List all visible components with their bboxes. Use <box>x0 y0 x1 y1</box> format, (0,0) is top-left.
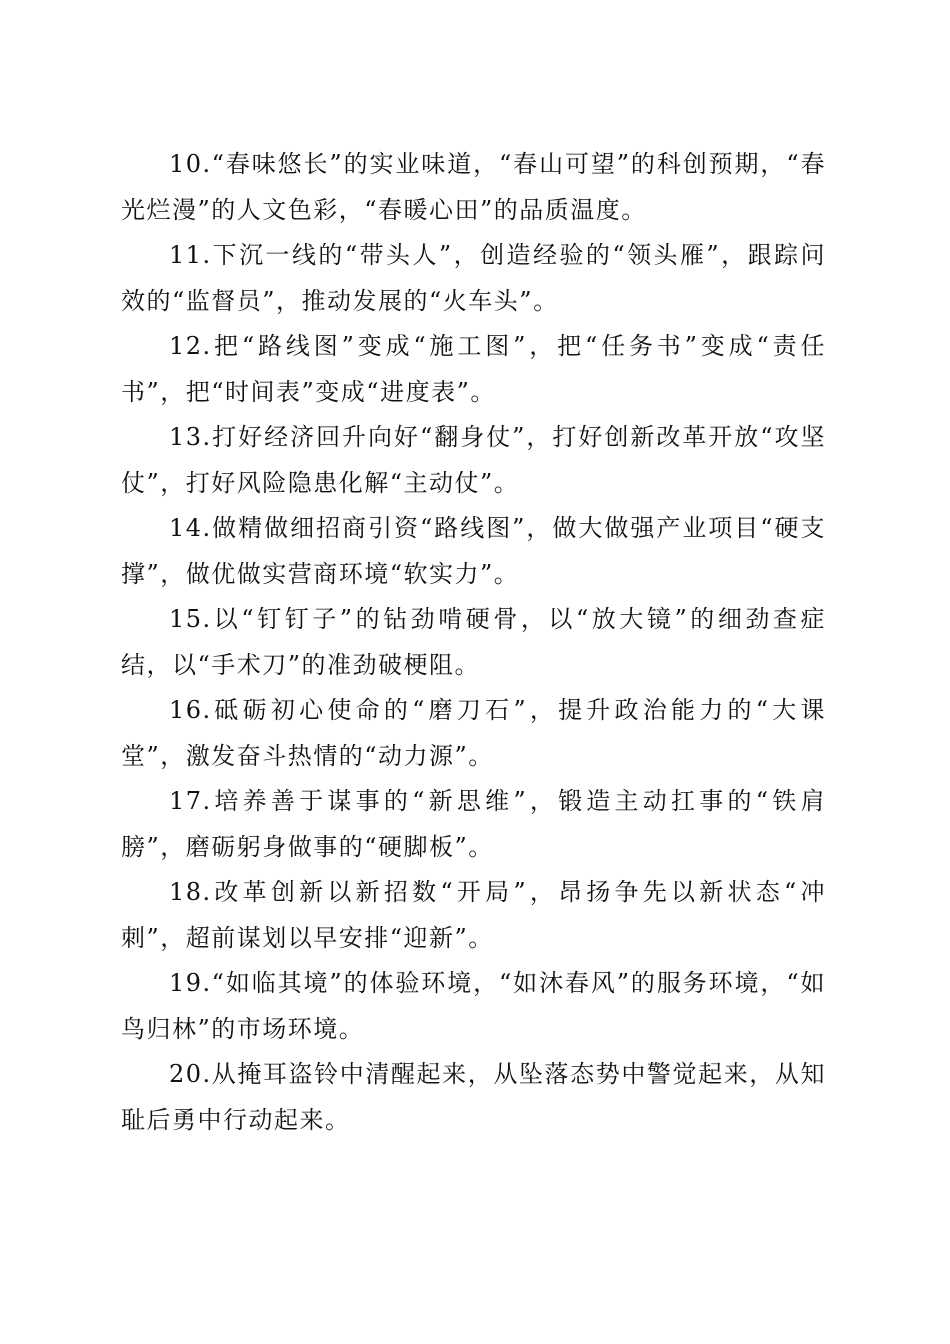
paragraph-11: 11.下沉一线的“带头人”，创造经验的“领头雁”，跟踪问效的“监督员”，推动发展的“火车头”。 <box>121 241 826 315</box>
paragraph-14: 14.做精做细招商引资“路线图”，做大做强产业项目“硬支撑”，做优做实营商环境“软实力”。 <box>121 514 826 588</box>
paragraph-10: 10.“春味悠长”的实业味道，“春山可望”的科创预期，“春光烂漫”的人文色彩，“春暖心田”的品质温度。 <box>121 150 826 224</box>
paragraph-16: 16.砥砺初心使命的“磨刀石”，提升政治能力的“大课堂”，激发奋斗热情的“动力源”。 <box>121 696 826 770</box>
paragraph-17: 17.培养善于谋事的“新思维”，锻造主动扛事的“铁肩膀”，磨砺躬身做事的“硬脚板”。 <box>121 787 826 861</box>
paragraph-19: 19.“如临其境”的体验环境，“如沐春风”的服务环境，“如鸟归林”的市场环境。 <box>121 969 826 1043</box>
document-body <box>121 142 826 1143</box>
paragraph-15: 15.以“钉钉子”的钻劲啃硬骨，以“放大镜”的细劲查症结，以“手术刀”的准劲破梗阻。 <box>121 605 826 679</box>
paragraph-18: 18.改革创新以新招数“开局”，昂扬争先以新状态“冲刺”，超前谋划以早安排“迎新”。 <box>121 878 826 952</box>
paragraph-20: 20.从掩耳盗铃中清醒起来，从坠落态势中警觉起来，从知耻后勇中行动起来。 <box>121 1060 826 1134</box>
paragraph-12: 12.把“路线图”变成“施工图”，把“任务书”变成“责任书”，把“时间表”变成“进度表”。 <box>121 332 826 406</box>
paragraph-13: 13.打好经济回升向好“翻身仗”，打好创新改革开放“攻坚仗”，打好风险隐患化解“主动仗”。 <box>121 423 826 497</box>
